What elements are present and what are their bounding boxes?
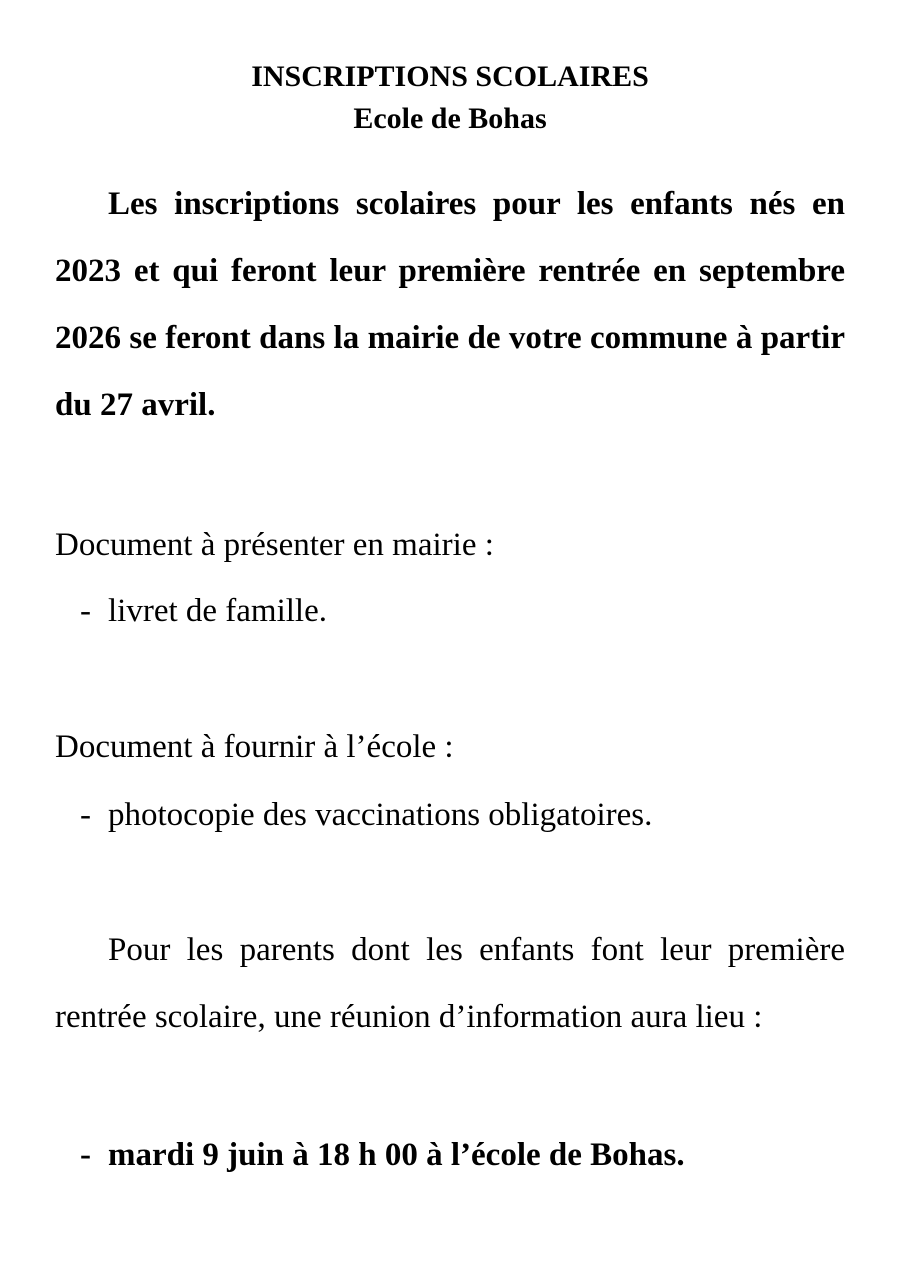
- document-title: INSCRIPTIONS SCOLAIRES: [251, 60, 649, 93]
- meeting-paragraph: Pour les parents dont les enfants font leur première rentrée scolaire, une réunion d’information aura lieu :: [55, 932, 845, 1035]
- meeting-date-text: mardi 9 juin à 18 h 00 à l’école de Bohas.: [108, 1137, 685, 1173]
- meeting-date-item: [80, 1133, 685, 1177]
- ecole-document-item-text: photocopie des vaccinations obligatoires.: [108, 797, 653, 833]
- bullet-dash: -: [80, 1137, 91, 1173]
- ecole-documents-label: Document à fournir à l’école :: [55, 729, 454, 765]
- ecole-document-item: [80, 793, 652, 837]
- bullet-dash: -: [80, 797, 91, 833]
- mairie-documents-label: Document à présenter en mairie :: [55, 527, 494, 563]
- bullet-dash: -: [80, 593, 91, 629]
- mairie-document-item-text: livret de famille.: [108, 593, 327, 629]
- mairie-document-item: [80, 589, 327, 633]
- document-subtitle: Ecole de Bohas: [353, 102, 547, 135]
- intro-paragraph: Les inscriptions scolaires pour les enfants nés en 2023 et qui feront leur première rentrée en septembre 2026 se feront dans la mairie de votre commune à partir du 27 avril.: [55, 186, 845, 423]
